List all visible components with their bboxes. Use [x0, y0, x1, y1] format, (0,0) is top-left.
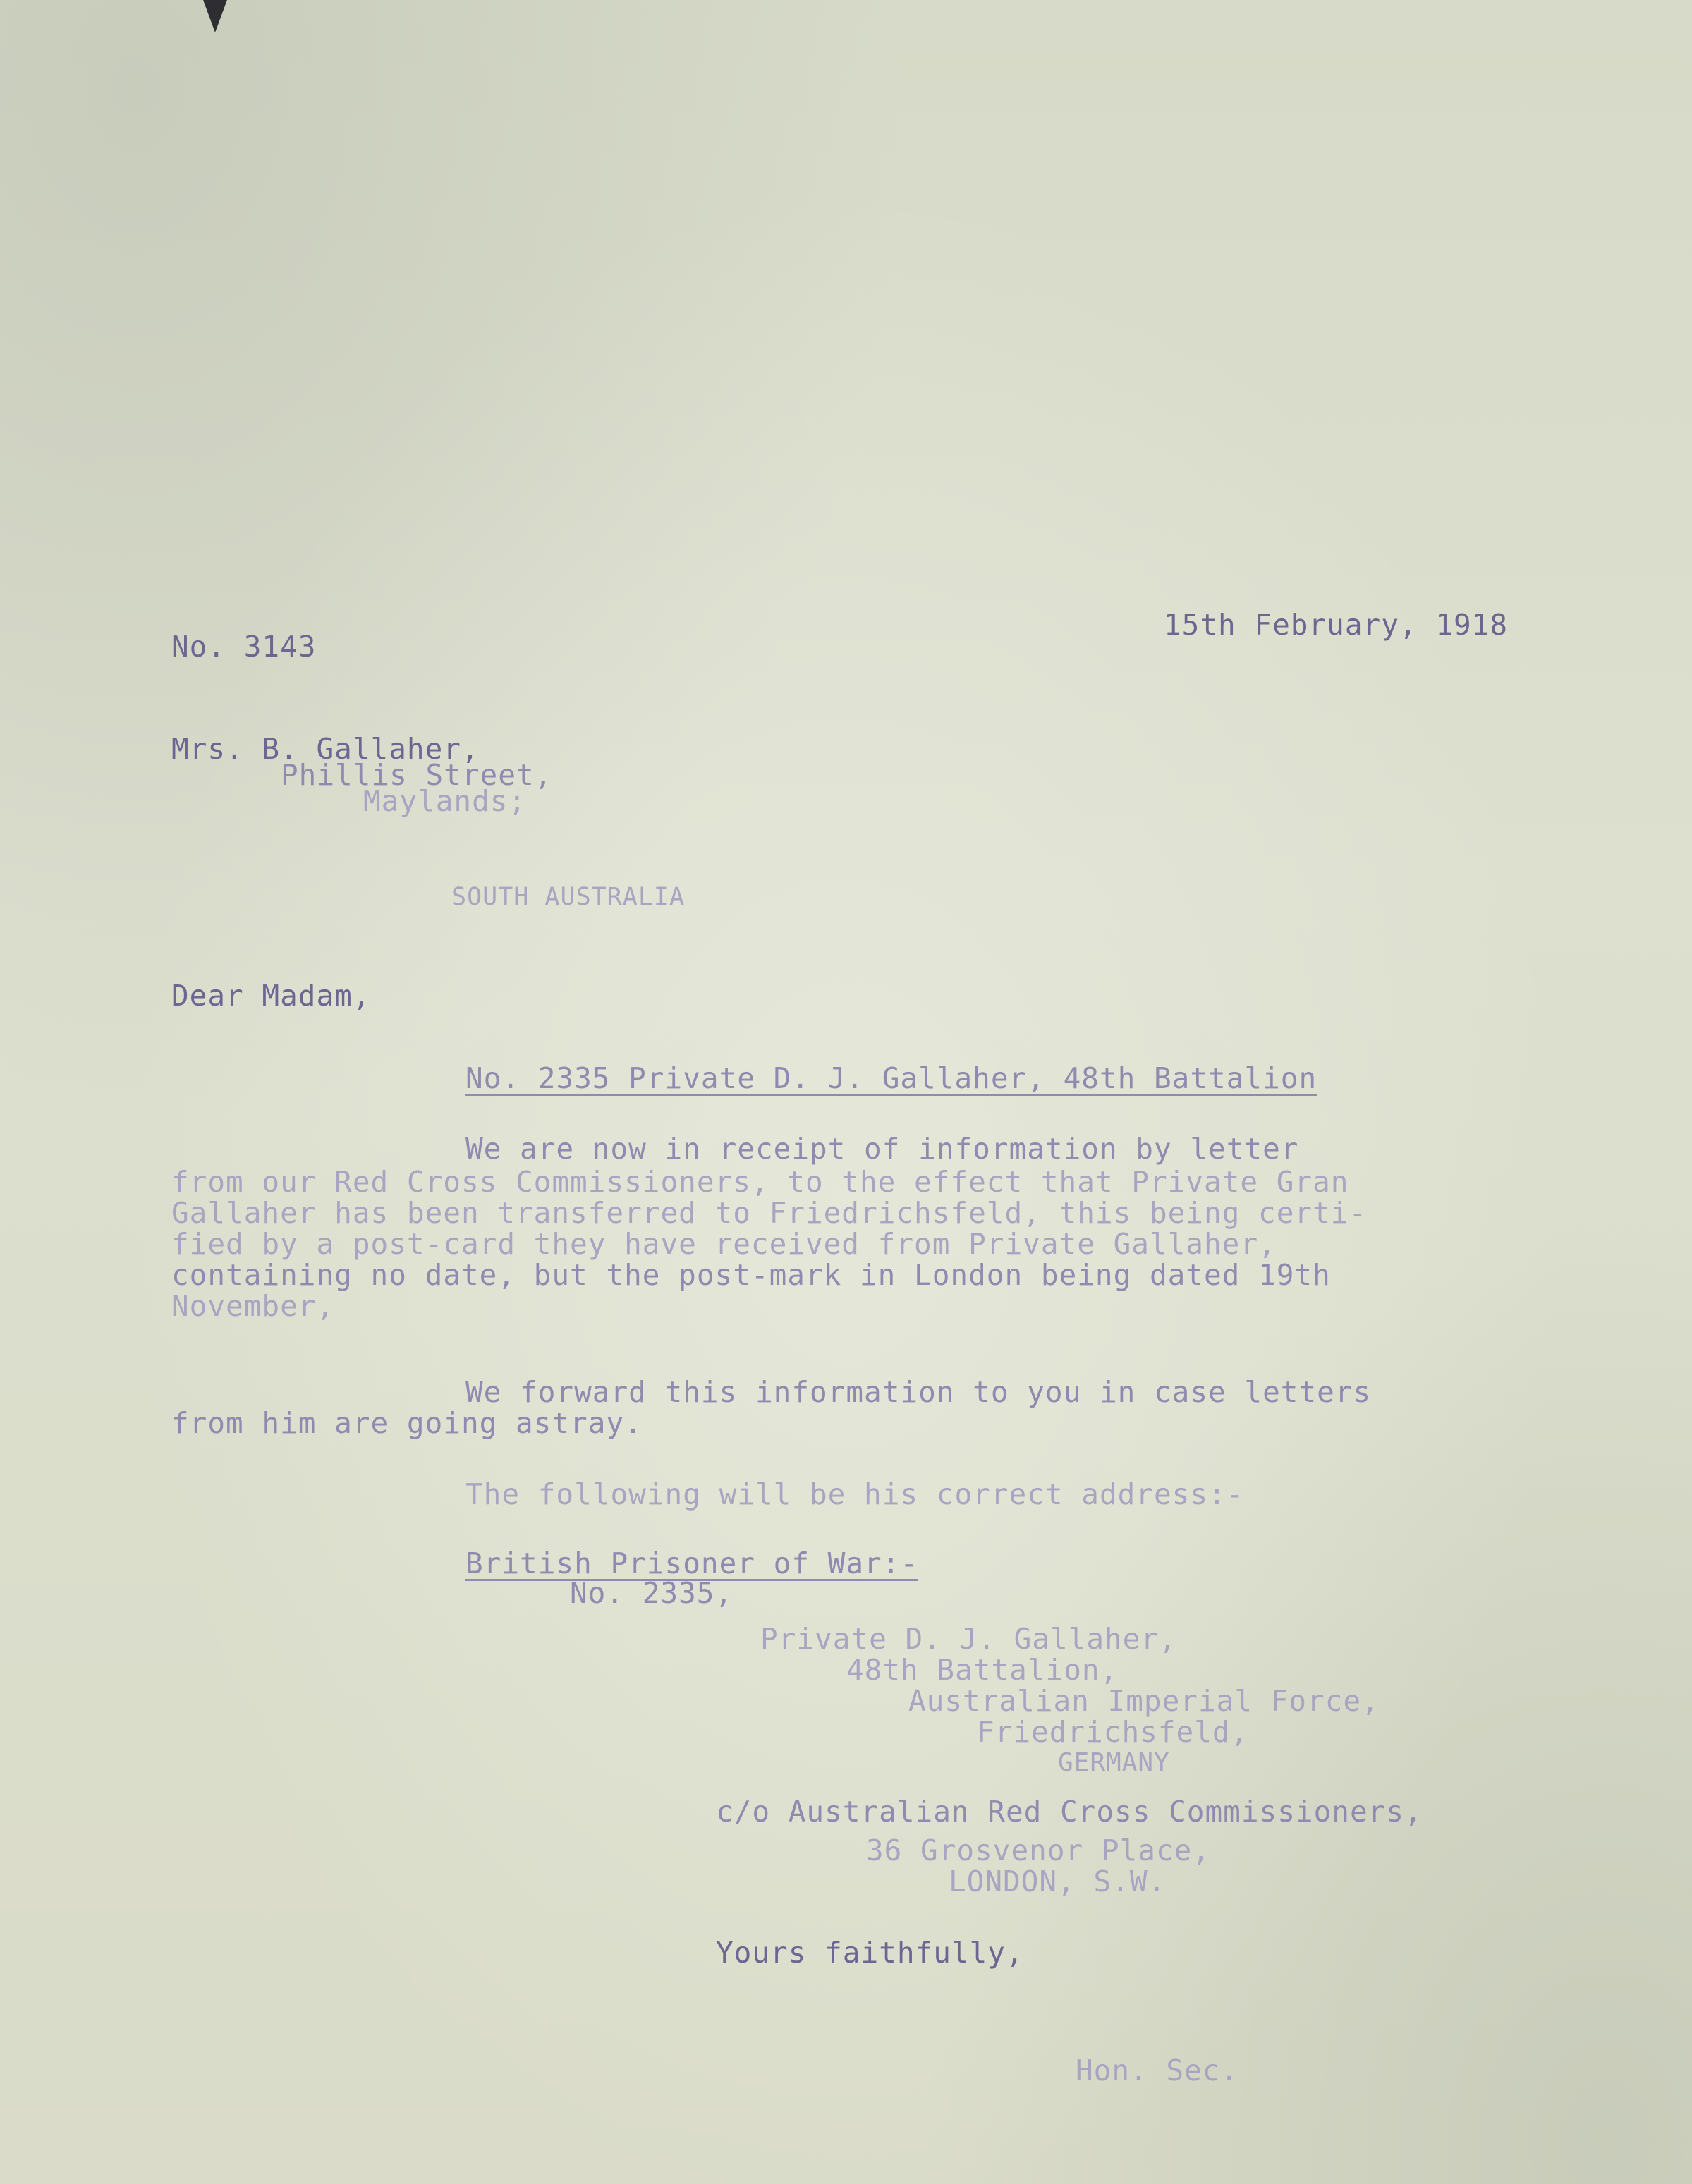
paragraph2-line-2: from him are going astray. [171, 1406, 643, 1440]
closing: Yours faithfully, [716, 1936, 1024, 1970]
address-intro: The following will be his correct address:- [465, 1477, 1245, 1511]
paragraph1-line-2: from our Red Cross Commissioners, to the effect that Private Gran [171, 1165, 1349, 1199]
paragraph1-line-4: fied by a post-card they have received from Private Gallaher, [171, 1227, 1277, 1261]
pow-unit: 48th Battalion, [846, 1653, 1119, 1687]
pow-country: GERMANY [1058, 1748, 1170, 1777]
pow-care-of: c/o Australian Red Cross Commissioners, [716, 1795, 1423, 1829]
reference-number: No. 3143 [171, 630, 317, 664]
paragraph1-line-6: November, [171, 1289, 335, 1323]
pow-force: Australian Imperial Force, [908, 1684, 1380, 1718]
pow-heading: British Prisoner of War:- [465, 1547, 919, 1580]
ink-blot [203, 0, 227, 32]
pow-number: No. 2335, [570, 1576, 734, 1610]
paragraph2-line-1: We forward this information to you in case letters [465, 1375, 1372, 1409]
pow-camp: Friedrichsfeld, [977, 1715, 1249, 1749]
paragraph1-line-3: Gallaher has been transferred to Friedrichsfeld, this being certi- [171, 1196, 1368, 1230]
subject-line: No. 2335 Private D. J. Gallaher, 48th Battalion [465, 1061, 1317, 1095]
paragraph1-line-1: We are now in receipt of information by letter [465, 1132, 1299, 1166]
signatory: Hon. Sec. [1076, 2054, 1239, 2087]
recipient-state: SOUTH AUSTRALIA [451, 883, 686, 911]
pow-city: LONDON, S.W. [949, 1865, 1167, 1898]
recipient-suburb: Maylands; [363, 784, 527, 818]
pow-street: 36 Grosvenor Place, [866, 1834, 1210, 1867]
recipient-name: Mrs. B. Gallaher, [171, 732, 480, 766]
salutation: Dear Madam, [171, 979, 371, 1013]
paragraph1-line-5: containing no date, but the post-mark in London being dated 19th [171, 1258, 1331, 1292]
recipient-street: Phillis Street, [281, 758, 553, 792]
letter-date: 15th February, 1918 [1164, 608, 1508, 642]
pow-name: Private D. J. Gallaher, [760, 1622, 1177, 1656]
